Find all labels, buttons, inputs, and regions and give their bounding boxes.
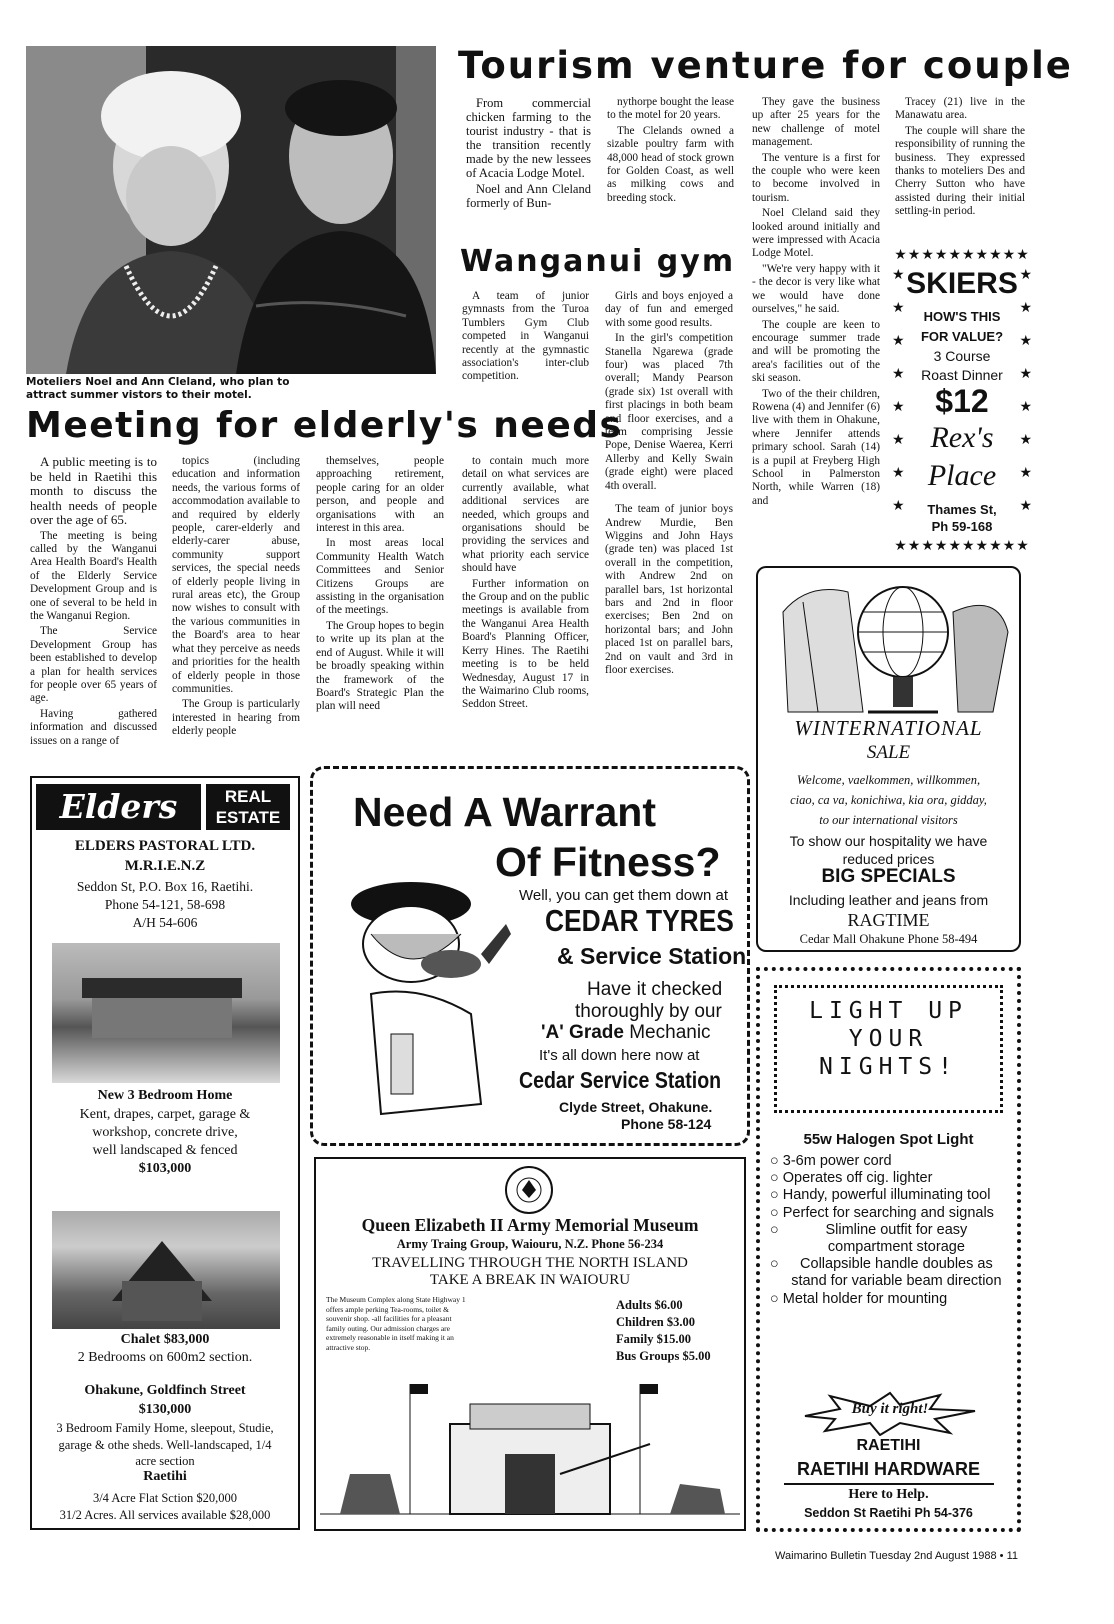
- circle-bullet-icon: ○: [770, 1221, 779, 1238]
- light-up-ad: [756, 967, 1021, 1532]
- skiers-title: SKIERS: [906, 267, 1018, 300]
- light-line3: NIGHTS!: [819, 1054, 958, 1080]
- listing4-desc2: 31/2 Acres. All services available $28,000: [59, 1508, 271, 1522]
- tourism-col2-p2: The Clelands owned a sizable poultry farm with 48,000 head of stock grown for Golden Coast, as well as milking cows and breeding stock.: [607, 124, 734, 204]
- tourism-col1-p1: From commercial chicken farming to the tourist industry - that is the transition recently made by the new lessees of Acacia Lodge Motel.: [466, 96, 591, 180]
- skiers-name2: Place: [927, 459, 997, 492]
- circle-bullet-icon: ○: [770, 1153, 779, 1169]
- elderly-col4-p2: Further information on the Group and on the public meetings is available from the Wanganui Area Health Board's Planning Officer, Kerry Hines. The Raetihi meeting is to be held Wednesday, August 17 in the Waimarino Club rooms, Seddon Street.: [462, 577, 589, 711]
- light-line2: YOUR: [848, 1026, 929, 1052]
- elderly-col1-p3: The Service Development Group has been established to develop a plan for health services for people over 65 years of age.: [30, 625, 157, 705]
- warrant-station: Cedar Service Station: [519, 1067, 722, 1093]
- circle-bullet-icon: ○: [770, 1170, 779, 1187]
- globe-illustration: [768, 572, 1013, 722]
- elders-mrienz: M.R.I.E.N.Z: [124, 858, 206, 874]
- winter-welcome2: ciao, ca va, konichiwa, kia ora, gidday,: [790, 793, 987, 807]
- elderly-col3-p2: In most areas local Community Health Watch Committees and Senior Citizens Groups are assisting in the organisation of the meetings.: [316, 537, 444, 617]
- warrant-head2: Of Fitness?: [495, 839, 721, 885]
- tourism-col3-p6: Two of the their children, Rowena (4) and Jennifer (6) live with them in Ohakune, where Jennifer attends primary school. Sarah (14) is a pupil at Freyberg High School in Palmerston North, while Warren (18) and: [752, 387, 880, 507]
- bullet-text: Slimline outfit for easy compartment storage: [825, 1221, 968, 1256]
- bullet-item: [770, 1291, 1010, 1308]
- elders-logo: [36, 784, 201, 830]
- warrant-head1: Need A Warrant: [353, 789, 656, 835]
- listing4-desc1: 3/4 Acre Flat Sction $20,000: [92, 1491, 238, 1505]
- winter-line2: reduced prices: [842, 851, 935, 867]
- tourism-col4-p2: The couple will share the responsibility of running the business. They expressed thanks to moteliers Des and Cherry Sutton who have assisted during their initial settling-in period.: [895, 124, 1025, 218]
- tourism-col3-p4: "We're very happy with it - the decor is very like what we would have done ourselves," he said.: [752, 262, 880, 316]
- elderly-col1-p4: Having gathered information and discussed issues on a range of: [30, 707, 157, 747]
- gym-col2-p3: The team of junior boys Andrew Murdie, Ben Wiggins and John Hays (grade ten) was placed 1st overall in the competition, with Andrew 2nd on parallel bars, 1st horizontal bars and 2nd in floor exercises; Ben 2nd on horizontal bars; and John placed 1st on parallel bars, 2nd on vault and 3rd in floor exercises.: [605, 503, 733, 676]
- elderly-col-1: [30, 455, 157, 755]
- tourism-col2-p1: nythorpe bought the lease to the motel for 20 years.: [607, 96, 734, 122]
- cleland-photo: [26, 46, 436, 374]
- listing3-desc1: 3 Bedroom Family Home, sleepout, Studie,: [56, 1421, 274, 1435]
- elderly-col3-p3: The Group hopes to begin to write up its plan at the end of August. While it will be broadly speaking within the framework of the Board's Strategic Plan the plan will need: [316, 619, 444, 713]
- winter-welcome1: Welcome, vaelkommen, willkommen,: [796, 773, 981, 787]
- skiers-stars-top: ★★★★★★★★★★: [894, 248, 1030, 263]
- elders-address: Seddon St, P.O. Box 16, Raetihi.: [76, 879, 254, 894]
- warrant-shop2: & Service Station: [557, 943, 747, 969]
- bullet-item: [770, 1205, 1010, 1222]
- winter-welcome3: to our international visitors: [819, 813, 958, 827]
- bullet-item: [770, 1222, 1010, 1256]
- listing2-title: Chalet $83,000: [120, 1332, 210, 1347]
- warrant-check1: Have it checked: [587, 979, 723, 1000]
- tourism-col-2: [607, 96, 734, 207]
- skiers-ad: [892, 247, 1032, 557]
- price-adults: Adults $6.00: [616, 1298, 683, 1312]
- tourism-col4-p1: Tracey (21) live in the Manawatu area.: [895, 96, 1025, 122]
- price-family: Family $15.00: [616, 1332, 691, 1346]
- halogen-help: Here to Help.: [848, 1487, 929, 1502]
- price-children: Children $3.00: [616, 1315, 695, 1329]
- winter-address: Cedar Mall Ohakune Phone 58-494: [799, 932, 978, 946]
- winter-line3: Including leather and jeans from: [788, 892, 989, 908]
- gym-col1-p1: A team of junior gymnasts from the Turoa Tumblers Gym Club competed in Wanganui recently at the gymnastic association's inter-club competition.: [462, 290, 589, 383]
- warrant-grade: 'A' Grade: [541, 1022, 624, 1043]
- listing3-price: $130,000: [138, 1402, 192, 1417]
- warrant-check4: It's all down here now at: [539, 1047, 700, 1064]
- winter-subtitle: SALE: [866, 742, 911, 763]
- elderly-col4-p1: to contain much more detail on what services are currently available, what additional services are needed, which groups and organisations should be providing the services and what priority each service should have: [462, 455, 589, 575]
- gym-col2-p2: In the girl's competition Stanella Ngarewa (grade four) was placed 7th overall; Mandy Pearson (grade six) 1st overall with first placings in both beam and floor exercises, and a team comprising Jessie Pope, Denise Waerea, Kerri Allerby and Kelly Swain (grade eight) were placed 4th overall.: [605, 332, 733, 492]
- mechanic-cartoon: [331, 864, 521, 1134]
- listing1-desc3: well landscaped & fenced: [92, 1143, 238, 1158]
- halogen-title: 55w Halogen Spot Light: [803, 1131, 974, 1148]
- skiers-line3: 3 Course: [933, 348, 991, 364]
- elderly-col1-p1: A public meeting is to be held in Raetihi this month to discuss the health needs of people over the age of 65.: [30, 455, 157, 527]
- warrant-check2: thoroughly by our: [575, 1001, 722, 1022]
- light-line1: LIGHT UP: [809, 998, 968, 1024]
- bullet-text: Operates off cig. lighter: [782, 1170, 933, 1187]
- chalet-art: [52, 1211, 280, 1329]
- house-photo-1: [52, 943, 280, 1083]
- winter-big: BIG SPECIALS: [821, 866, 956, 887]
- listing1-desc2: workshop, concrete drive,: [92, 1125, 238, 1140]
- tourism-col-1: [466, 96, 591, 212]
- circle-bullet-icon: ○: [770, 1290, 779, 1307]
- winter-line1: To show our hospitality we have: [789, 833, 988, 849]
- bullet-item: [770, 1153, 1010, 1170]
- bullet-text: Handy, powerful illuminating tool: [782, 1187, 991, 1204]
- museum-line1: TRAVELLING THROUGH THE NORTH ISLAND: [372, 1255, 688, 1271]
- elderly-col3-p1: themselves, people approaching retirement, people caring for an older person, and people and organisations with an interest in this area.: [316, 455, 444, 535]
- price-bus: Bus Groups $5.00: [616, 1349, 711, 1363]
- listing2-desc: 2 Bedrooms on 600m2 section.: [77, 1350, 253, 1365]
- warrant-street: Clyde Street, Ohakune.: [559, 1099, 713, 1115]
- museum-group: Army Traing Group, Waiouru, N.Z. Phone 56-234: [396, 1237, 664, 1251]
- tourism-col3-p1: They gave the business up after 25 years for the new challenge of motel management.: [752, 96, 880, 149]
- museum-building-illustration: [320, 1364, 740, 1524]
- circle-bullet-icon: ○: [770, 1204, 779, 1221]
- elders-logo-text: Elders: [59, 787, 178, 826]
- museum-ad: [314, 1157, 746, 1531]
- museum-title: Queen Elizabeth II Army Memorial Museum: [361, 1215, 699, 1235]
- museum-line2: TAKE A BREAK IN WAIOURU: [429, 1272, 631, 1288]
- page-footer: Waimarino Bulletin Tuesday 2nd August 1988 • 11: [775, 1550, 1018, 1562]
- skiers-price: $12: [935, 383, 989, 419]
- elders-tag: [206, 784, 290, 830]
- listing3-title: Ohakune, Goldfinch Street: [84, 1383, 246, 1398]
- bullet-text: Perfect for searching and signals: [782, 1204, 994, 1221]
- tourism-headline: Tourism venture for couple: [458, 44, 1073, 87]
- warrant-phone: Phone 58-124: [621, 1116, 712, 1132]
- warrant-check3: [541, 1022, 711, 1044]
- bullet-item: [770, 1256, 1010, 1290]
- museum-blurb: The Museum Complex along State Highway 1 offers ample perking Tea-rooms, toilet & souvenir shop. -all facilities for a pleasant family outing. Our admission charges are extremely reasonable in itself making it an attractive stop.: [326, 1295, 466, 1352]
- star-icon: ★ ★ ★ ★ ★ ★ ★ ★: [1019, 268, 1032, 514]
- photo-caption: Moteliers Noel and Ann Cleland, who plan to attract summer vistors to their motel.: [26, 376, 290, 401]
- gym-col-2: [605, 290, 733, 679]
- halogen-shop1: RAETIHI: [856, 1437, 921, 1454]
- elderly-col2-p1: topics (including education and information needs, the various forms of accommodation available to and required by elderly people, carer-elderly and elderly-carer abuse, community support services, the special needs of elderly people living in rural areas etc), the Group now wishes to consult with the various communities in the Board's area to hear what they perceive as needs and priorities for the health of elderly people in those communities.: [172, 455, 300, 695]
- skiers-phone: Ph 59-168: [931, 519, 993, 534]
- tourism-col3-p2: The venture is a first for the couple who were keen to become involved in tourism.: [752, 151, 880, 204]
- warrant-ad: [310, 766, 750, 1146]
- winter-title: WINTERNATIONAL: [794, 716, 983, 740]
- elderly-headline: Meeting for elderly's needs: [26, 405, 623, 446]
- skiers-line2: FOR VALUE?: [920, 329, 1004, 344]
- elderly-col-4: [462, 455, 589, 755]
- circle-bullet-icon: ○: [770, 1256, 779, 1273]
- winternational-ad: [756, 566, 1021, 952]
- museum-prices: [616, 1297, 711, 1365]
- bullet-item: [770, 1187, 1010, 1204]
- bullet-text: 3-6m power cord: [782, 1153, 892, 1169]
- skiers-name1: Rex's: [930, 421, 994, 454]
- warrant-shop: CEDAR TYRES: [545, 903, 734, 938]
- listing3-desc3: acre section: [135, 1454, 195, 1468]
- tourism-col-3: [752, 96, 880, 510]
- tourism-col-4: [895, 96, 1025, 221]
- star-icon: ★ ★ ★ ★ ★ ★ ★ ★: [892, 268, 905, 514]
- elderly-col-2: [172, 455, 300, 755]
- tourism-col1-p2: Noel and Ann Cleland formerly of Bun-: [466, 182, 591, 210]
- elderly-col1-p2: The meeting is being called by the Wanganui Area Health Board's Health of the Elderly Service Development Group and is one of several to be held in the Wanganui Region.: [30, 529, 157, 622]
- warrant-sub: Well, you can get them down at: [519, 887, 729, 904]
- elders-ad: [30, 776, 300, 1530]
- listing4-place: Raetihi: [143, 1469, 187, 1484]
- skiers-line4: Roast Dinner: [921, 367, 1003, 383]
- elders-ah: A/H 54-606: [132, 915, 198, 930]
- light-up-inner: [774, 985, 1003, 1113]
- cleland-photo-art: [26, 46, 436, 374]
- bullet-text: Metal holder for mounting: [782, 1290, 948, 1307]
- halogen-slogan: Buy it right!: [851, 1401, 929, 1417]
- halogen-bullets: [770, 1153, 1010, 1308]
- listing1-title: New 3 Bedroom Home: [97, 1088, 233, 1103]
- halogen-address: Seddon St Raetihi Ph 54-376: [804, 1506, 973, 1520]
- elders-tag-real: REAL: [224, 787, 272, 806]
- elders-tag-estate: ESTATE: [215, 808, 281, 827]
- elders-phone: Phone 54-121, 58-698: [104, 897, 226, 912]
- elderly-col2-p2: The Group is particularly interested in hearing from elderly people: [172, 698, 300, 738]
- tourism-col3-p5: The couple are keen to encourage summer trade and will be promoting the area's facilities out of the ski season.: [752, 318, 880, 385]
- halogen-shop2: RAETIHI HARDWARE: [797, 1459, 980, 1479]
- skiers-line1: HOW'S THIS: [923, 309, 1001, 324]
- gym-col2-p1: Girls and boys enjoyed a day of fun and emerged with some good results.: [605, 290, 733, 329]
- listing1-desc1: Kent, drapes, carpet, garage &: [79, 1107, 251, 1122]
- bullet-text: Collapsible handle doubles as stand for variable beam direction: [791, 1256, 1002, 1290]
- bullet-item: [770, 1170, 1010, 1187]
- winter-shop: RAGTIME: [847, 910, 930, 930]
- elders-company: ELDERS PASTORAL LTD.: [74, 838, 256, 854]
- museum-crest-icon: [494, 1165, 564, 1215]
- gym-col-1: [462, 290, 589, 386]
- listing3-desc2: garage & othe sheds. Well-landscaped, 1/4: [58, 1438, 272, 1452]
- circle-bullet-icon: ○: [770, 1187, 779, 1204]
- tourism-col3-p3: Noel Cleland said they looked around initially and were impressed with Acacia Lodge Motel.: [752, 207, 880, 260]
- divider: [784, 1483, 994, 1485]
- elderly-col-3: [316, 455, 444, 755]
- skiers-addr: Thames St,: [927, 502, 997, 517]
- house-photo-2: [52, 1211, 280, 1329]
- skiers-stars-bottom: ★★★★★★★★★★: [894, 539, 1030, 554]
- warrant-mechanic: Mechanic: [629, 1022, 711, 1043]
- listing1-price: $103,000: [138, 1161, 192, 1176]
- gym-headline: Wanganui gym: [460, 244, 736, 279]
